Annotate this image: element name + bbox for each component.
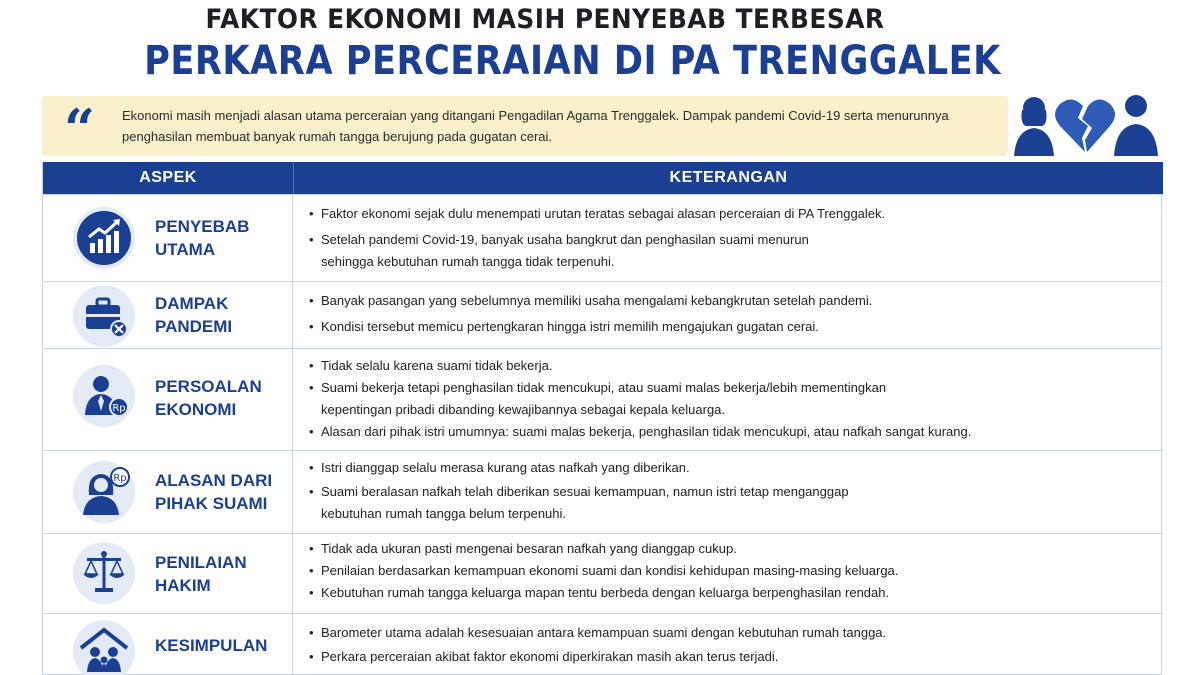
- broken-heart-couple-icon: [1010, 86, 1160, 158]
- svg-text:Rp: Rp: [112, 403, 126, 414]
- aspek-label: KESIMPULAN: [155, 636, 268, 655]
- aspek-label: DAMPAK PANDEMI: [155, 294, 233, 336]
- table-row-kesimpulan: [43, 613, 1163, 675]
- woman-rupiah-icon: [73, 461, 135, 523]
- table-row-dampak-pandemi: [43, 281, 1163, 348]
- table-row-penilaian-hakim: [43, 533, 1163, 613]
- list-item: • Faktor ekonomi sejak dulu menempati urutan teratas sebagai alasan perceraian di PA Trenggalek.: [305, 203, 1155, 225]
- table-row-alasan-suami: [43, 450, 1163, 533]
- list-item: • Barometer utama adalah kesesuaian antara kemampuan suami dengan kebutuhan rumah tangga.: [305, 622, 1155, 644]
- list-item: • Perkara perceraian akibat faktor ekonomi diperkirakan masih akan terus terjadi.: [305, 646, 1155, 668]
- info-table: [42, 162, 1162, 675]
- list-item: • Alasan dari pihak istri umumnya: suami malas bekerja, penghasilan tidak mencukupi, atau nafkah sangat kurang.: [305, 421, 1155, 443]
- svg-text:Rp: Rp: [113, 473, 127, 484]
- table-row-persoalan-ekonomi: [43, 348, 1163, 450]
- briefcase-x-icon: [73, 285, 135, 347]
- quote-text: Ekonomi masih menjadi alasan utama perceraian yang ditangani Pengadilan Agama Trenggalek. Dampak pandemi Covid-19 serta menurunnya penghasilan membuat banyak rumah tangga berujung pada gugatan cerai.: [122, 108, 949, 144]
- aspek-label: PENILAIAN HAKIM: [155, 553, 247, 595]
- list-item: • Suami bekerja tetapi penghasilan tidak mencukupi, atau suami malas bekerja/lebih mementingkan kepentingan pribadi dibanding kewajibannya sebagai kepala keluarga.: [305, 377, 1155, 421]
- table-header: [43, 162, 1163, 194]
- header-aspek: ASPEK: [139, 169, 197, 186]
- aspek-label: PENYEBAB UTAMA: [155, 217, 250, 259]
- scales-icon: [73, 542, 135, 604]
- quote-box: [42, 96, 1008, 161]
- man-rupiah-icon: [73, 365, 135, 427]
- aspek-label: ALASAN DARI PIHAK SUAMI: [155, 471, 273, 513]
- family-house-icon: [73, 620, 135, 675]
- list-item: • Tidak selalu karena suami tidak bekerja.: [305, 355, 1155, 377]
- title-line-1: FAKTOR EKONOMI MASIH PENYEBAB TERBESAR: [205, 4, 885, 35]
- aspek-label: PERSOALAN EKONOMI: [155, 377, 262, 419]
- table-row-penyebab-utama: [43, 194, 1163, 281]
- growth-chart-icon: [73, 207, 135, 269]
- title-line-2: PERKARA PERCERAIAN DI PA TRENGGALEK: [144, 38, 1001, 84]
- list-item: • Tidak ada ukuran pasti mengenai besaran nafkah yang dianggap cukup.: [305, 538, 1155, 560]
- list-item: • Kondisi tersebut memicu pertengkaran hingga istri memilih mengajukan gugatan cerai.: [305, 316, 1155, 338]
- list-item: • Banyak pasangan yang sebelumnya memiliki usaha mengalami kebangkrutan setelah pandemi.: [305, 290, 1155, 312]
- list-item: • Kebutuhan rumah tangga keluarga mapan tentu berbeda dengan keluarga berpenghasilan rendah.: [305, 582, 1155, 604]
- list-item: • Penilaian berdasarkan kemampuan ekonomi suami dan kondisi kehidupan masing-masing keluarga.: [305, 560, 1155, 582]
- list-item: • Istri dianggap selalu merasa kurang atas nafkah yang diberikan.: [305, 457, 1155, 479]
- header-keterangan: KETERANGAN: [293, 162, 1163, 194]
- list-item: • Setelah pandemi Covid-19, banyak usaha bangkrut dan penghasilan suami menurun sehingga kebutuhan rumah tangga tidak terpenuhi.: [305, 229, 1155, 273]
- list-item: • Suami beralasan nafkah telah diberikan sesuai kemampuan, namun istri tetap menganggap kebutuhan rumah tangga belum terpenuhi.: [305, 481, 1155, 525]
- quote-mark-icon: “: [64, 97, 96, 161]
